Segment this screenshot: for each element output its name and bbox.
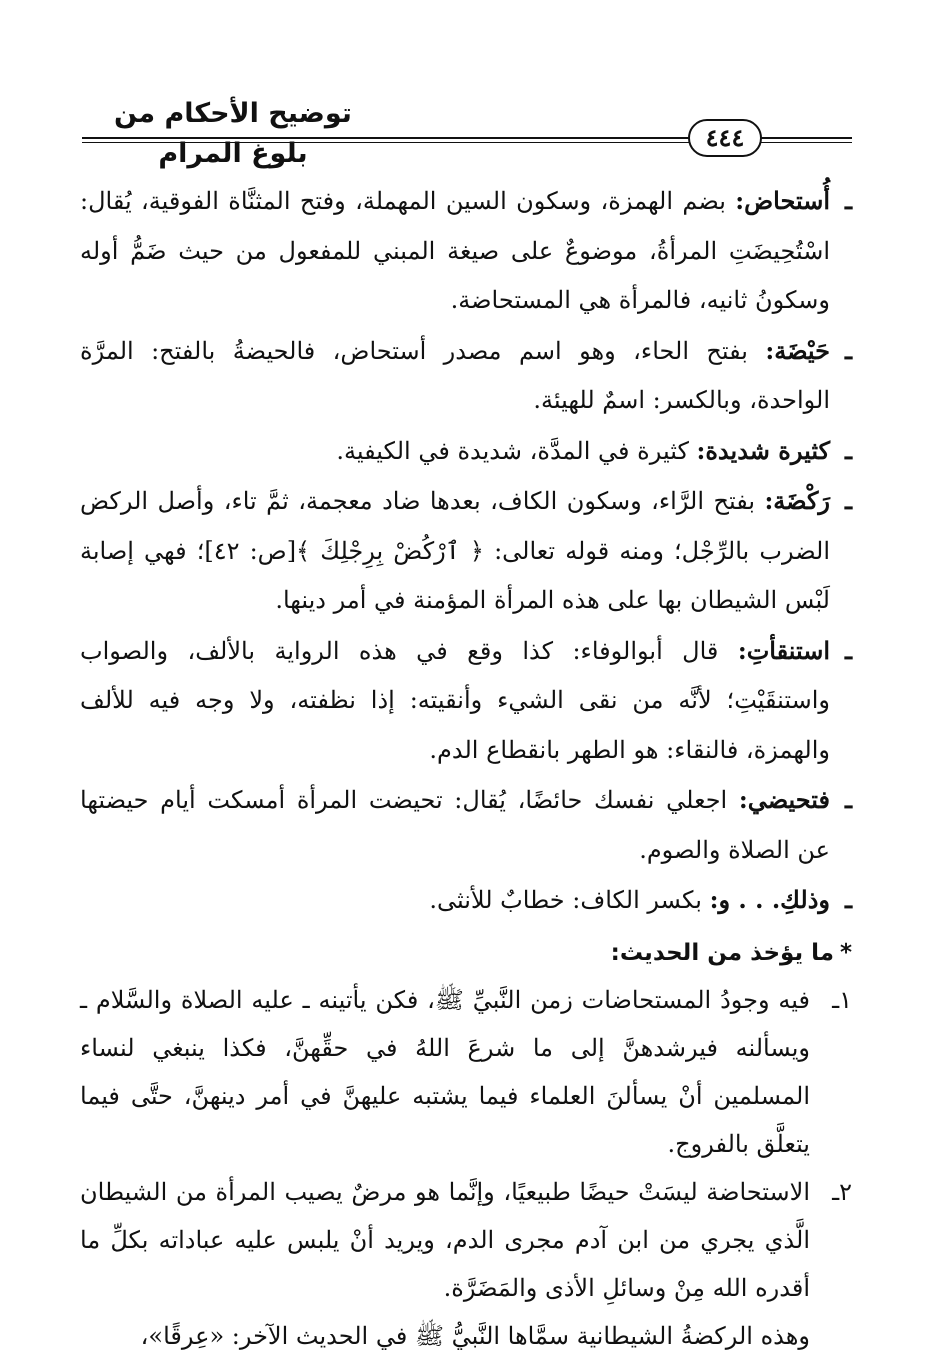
entry-text: بفتح الرَّاء، وسكون الكاف، بعدها ضاد معجمة، ثمَّ تاء، وأصل الركض الضرب بالرِّجْل؛ ومنه قوله تعالى: ﴿ ٱرْكُضْ بِرِجْلِكَ ﴾[ص: ٤٢]؛ فهي إصابة لَبْس الشيطان بها على هذه المرأة المؤمنة في أمر دينها. xyxy=(80,487,830,614)
running-header-title: توضيح الأحكام من بلوغ المرام xyxy=(114,98,352,169)
header-rule xyxy=(82,137,690,143)
header-rule-short xyxy=(760,137,852,143)
entry-dash: ـ xyxy=(844,435,852,465)
point-text: الاستحاضة ليسَتْ حيضًا طبيعيًا، وإنَّما هو مرضٌ يصيب المرأة من الشيطان الَّذي يجري من ابن آدم مجرى الدم، ويريد أنْ يلبس عليه عباداته بكلِّ ما أقدره الله مِنْ وسائلِ الأذى والمَضَرَّة. xyxy=(80,1177,810,1302)
glossary-entry xyxy=(80,176,852,326)
page-body xyxy=(80,176,852,1360)
closing-paragraph: وهذه الركضةُ الشيطانية سمَّاها النَّبيُّ ﷺ في الحديث الآخر: «عِرقًا»، xyxy=(140,1321,810,1350)
entry-dash: ـ xyxy=(844,186,852,215)
entry-text: اجعلي نفسك حائضًا، يُقال: تحيضت المرأة أمسكت أيام حيضتها عن الصلاة والصوم. xyxy=(80,786,830,864)
entry-term: كثيرة شديدة: xyxy=(696,435,830,465)
entry-dash: ـ xyxy=(844,885,852,914)
entry-dash: ـ xyxy=(844,335,852,365)
page-number: ٤٤٤ xyxy=(688,119,762,157)
entry-term: وذلكِ. . . و: xyxy=(709,885,830,914)
entry-text: بضم الهمزة، وسكون السين المهملة، وفتح المثنَّاة الفوقية، يُقال: اسْتُحِيضَتِ المرأةُ، موضوعٌ على صيغة المبني للمفعول من حيث ضَمُّ أوله وسكونُ ثانيه، فالمرأة هي المستحاضة. xyxy=(80,187,830,314)
section-heading-text: ما يؤخذ من الحديث: xyxy=(610,939,834,966)
star-icon: * xyxy=(839,939,852,966)
glossary-entry xyxy=(80,626,852,776)
entry-text: بكسر الكاف: خطابٌ للأنثى. xyxy=(429,886,710,914)
numbered-point xyxy=(80,976,852,1168)
entry-term: أُستحاض: xyxy=(735,186,830,215)
point-number: ٢ـ xyxy=(832,1177,852,1206)
entry-term: استنقأتِ: xyxy=(737,635,830,665)
glossary-entry xyxy=(80,326,852,426)
glossary-entry xyxy=(80,775,852,875)
entry-dash: ـ xyxy=(844,785,852,814)
entry-text: بفتح الحاء، وهو اسم مصدر أستحاض، فالحيضةُ بالفتح: المرَّة الواحدة، وبالكسر: اسمٌ للهيئة. xyxy=(80,336,830,414)
entry-term: حَيْضَة: xyxy=(765,335,830,365)
glossary-entry xyxy=(80,426,852,477)
glossary-entry xyxy=(80,875,852,926)
glossary-entry xyxy=(80,476,852,626)
entry-term: فتحيضي: xyxy=(738,785,830,814)
entry-dash: ـ xyxy=(844,635,852,665)
numbered-point xyxy=(80,1168,852,1312)
section-heading xyxy=(80,932,852,974)
entry-term: رَكْضَة: xyxy=(764,486,830,515)
entry-dash: ـ xyxy=(844,486,852,515)
entry-text: كثيرة في المدَّة، شديدة في الكيفية. xyxy=(336,436,697,465)
entry-text: قال أبوالوفاء: كذا وقع في هذه الرواية بالألف، والصواب واستنقَيْتِ؛ لأنَّه من نقى الشيء وأنقيته: إذا نظفته، ولا وجه فيه للألف والهمزة، فالنقاء: هو الطهر بانقطاع الدم. xyxy=(80,636,830,764)
point-text: فيه وجودُ المستحاضات زمن النَّبيِّ ﷺ، فكن يأتينه ـ عليه الصلاة والسَّلام ـ ويسألنه فيرشدهنَّ إلى ما شرعَ اللهُ في حقِّهنَّ، فكذا ينبغي لنساء المسلمين أنْ يسألنَ العلماء فيما يشتبه عليهنَّ في أمر دينهنَّ، حتَّى فيما يتعلَّق بالفروج. xyxy=(80,985,810,1158)
point-number: ١ـ xyxy=(832,985,852,1014)
